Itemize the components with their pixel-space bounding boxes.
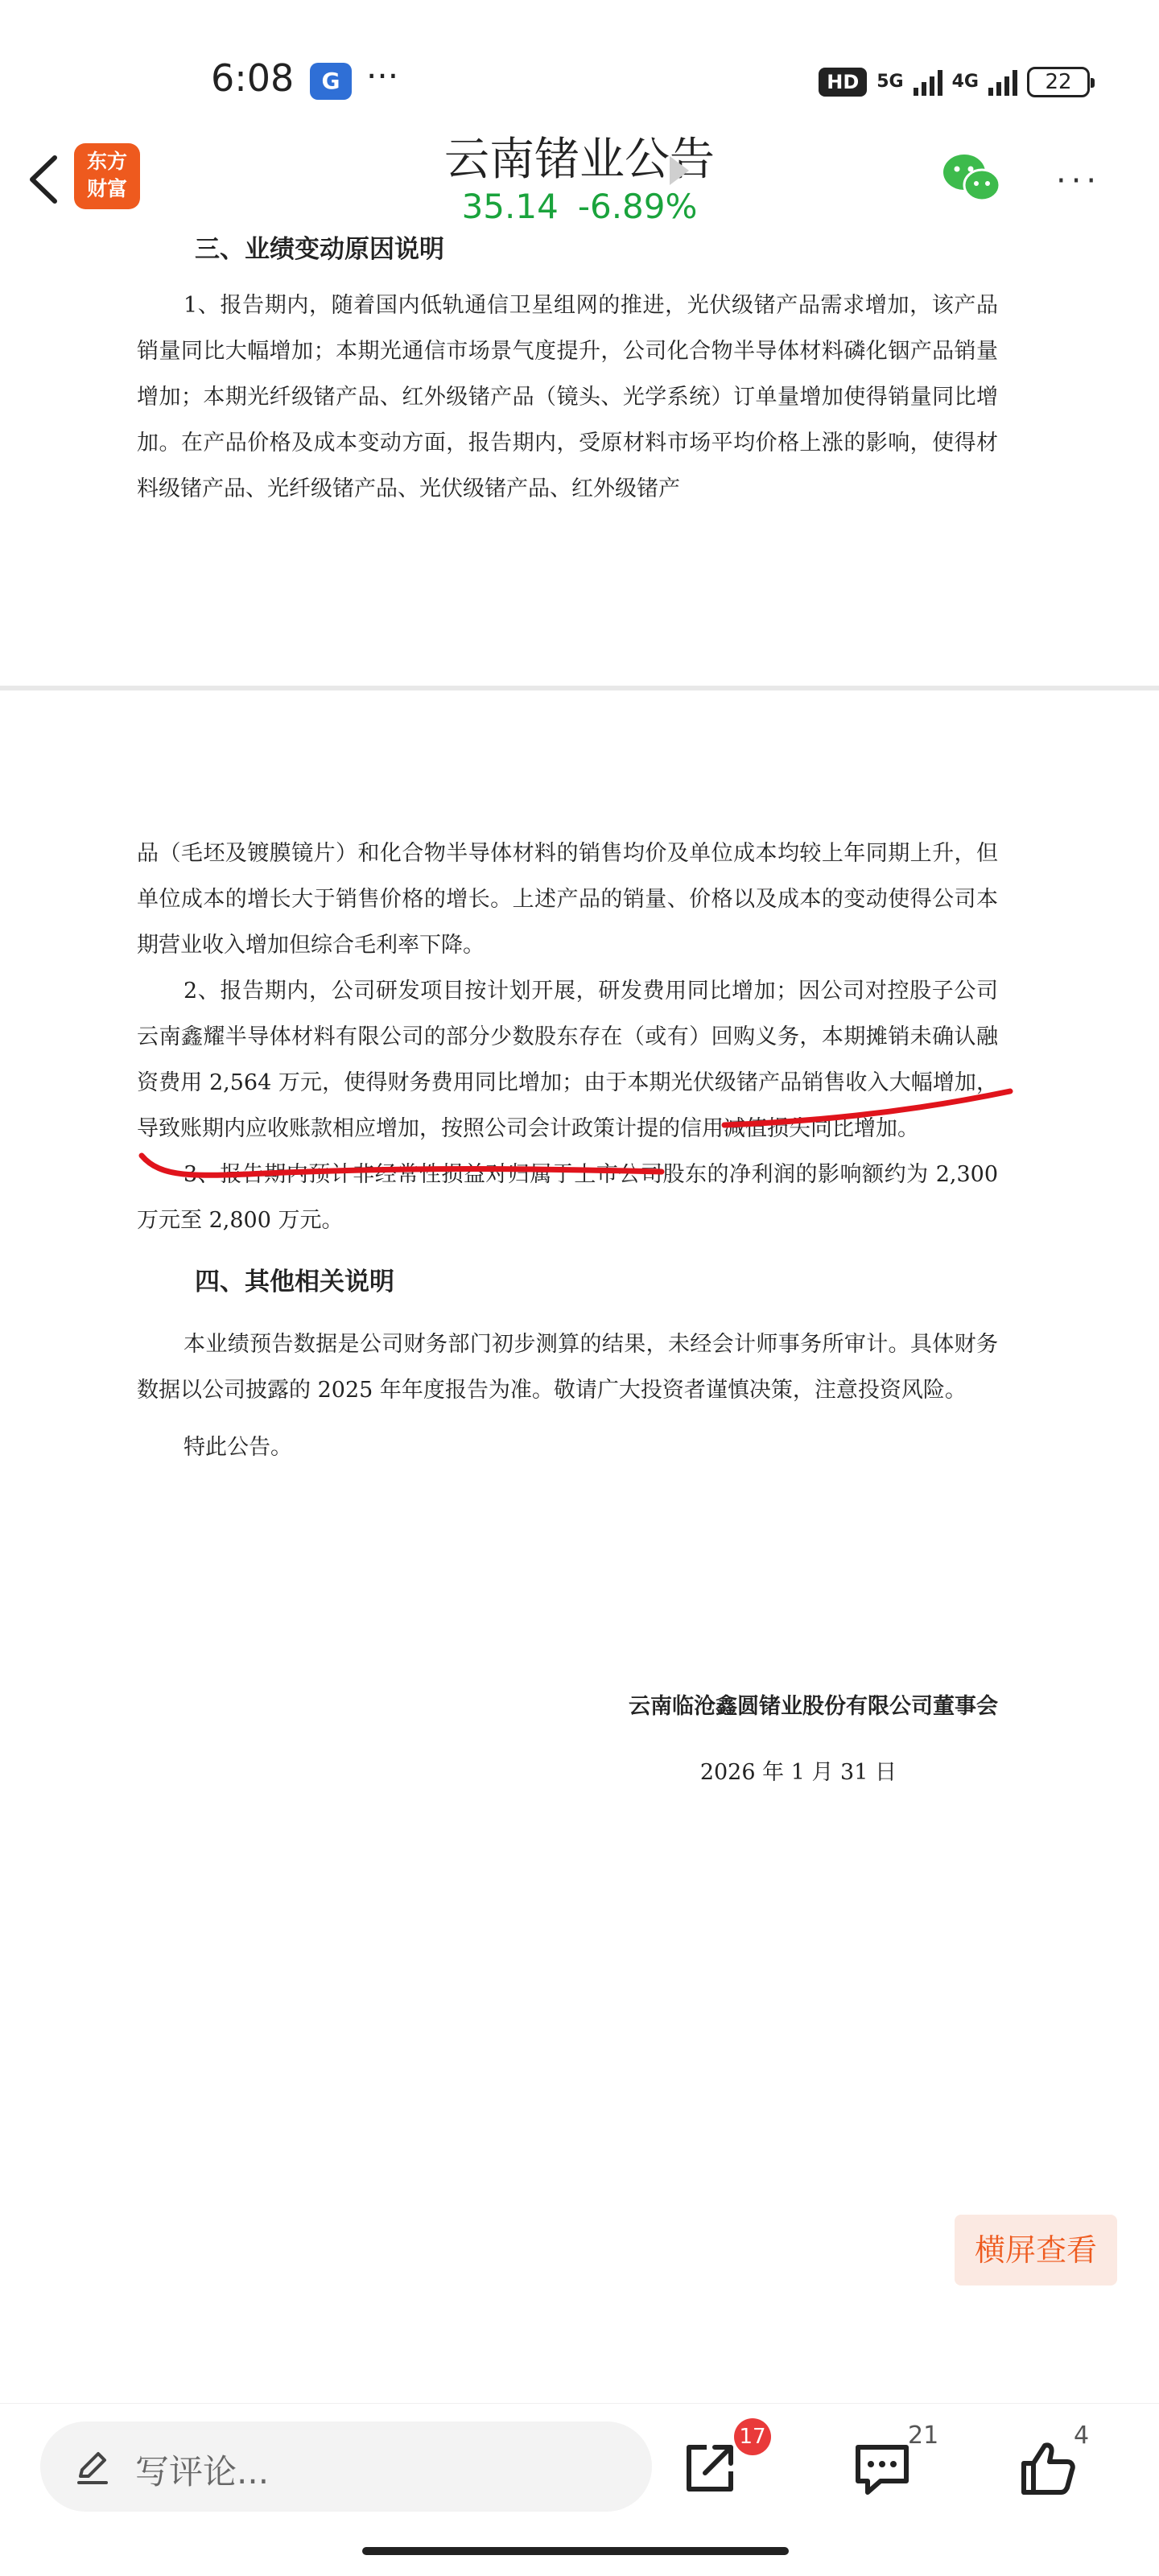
paragraph: 3、报告期内预计非经常性损益对归属于上市公司股东的净利润的影响额约为 2,300 万元至 2,800 万元。	[137, 1162, 998, 1233]
announcement-page-2	[137, 831, 998, 1470]
section-heading-4: 四、其他相关说明	[195, 1267, 394, 1296]
logo-line-2: 财富	[86, 177, 127, 200]
status-bar	[0, 0, 1159, 137]
comment-placeholder: 写评论...	[135, 2452, 270, 2492]
logo-line-1: 东方	[86, 150, 127, 173]
hd-voice-icon: HD	[819, 68, 867, 97]
app-header	[0, 121, 1159, 241]
pencil-icon	[72, 2447, 111, 2486]
landscape-view-button[interactable]: 横屏查看	[955, 2215, 1117, 2285]
more-notifications-icon: ···	[366, 56, 399, 96]
play-triangle-icon[interactable]	[670, 156, 689, 185]
stock-price: 35.14	[461, 187, 559, 226]
signal-5g-icon	[914, 68, 942, 96]
share-badge: 17	[734, 2418, 771, 2455]
home-indicator[interactable]	[362, 2547, 789, 2555]
share-icon[interactable]	[678, 2436, 742, 2500]
status-icons	[819, 63, 1090, 101]
wechat-share-icon[interactable]	[940, 150, 1004, 206]
paragraph: 1、报告期内，随着国内低轨通信卫星组网的推进，光伏级锗产品需求增加，该产品销量同比大幅增加；本期光通信市场景气度提升，公司化合物半导体材料磷化铟产品销量增加；本期光纤级锗产品、红外级锗产品（镜头、光学系统）订单量增加使得销量同比增加。在产品价格及成本变动方面，报告期内，受原材料市场平均价格上涨的影响，使得材料级锗产品、光纤级锗产品、光伏级锗产品、红外级锗产	[137, 293, 998, 501]
paragraph: 本业绩预告数据是公司财务部门初步测算的结果，未经会计师事务所审计。具体财务数据以公司披露的 2025 年年度报告为准。敬请广大投资者谨慎决策，注意投资风险。	[137, 1332, 998, 1403]
closing-text: 特此公告。	[184, 1435, 292, 1460]
more-options-icon[interactable]: ···	[1056, 163, 1102, 200]
comment-input[interactable]	[40, 2421, 652, 2512]
stock-change: -6.89%	[577, 187, 698, 226]
page-divider	[0, 686, 1159, 690]
comment-count: 21	[908, 2421, 939, 2450]
network-5g-label: 5G	[876, 72, 904, 92]
paragraph: 品（毛坯及镀膜镜片）和化合物半导体材料的销售均价及单位成本均较上年同期上升，但单位成本的增长大于销售价格的增长。上述产品的销量、价格以及成本的变动使得公司本期营业收入增加但综合毛利率下降。	[137, 841, 998, 958]
section-heading-3: 三、业绩变动原因说明	[195, 235, 444, 264]
paragraph: 2、报告期内，公司研发项目按计划开展，研发费用同比增加；因公司对控股子公司云南鑫耀半导体材料有限公司的部分少数股东存在（或有）回购义务，本期摊销未确认融资费用 2,564 万元，使得财务费用同比增加；由于本期光伏级锗产品销售收入大幅增加，导致账期内应收账款相应增加，按照公司会计政策计提的信用减值损失同比增加。	[137, 979, 998, 1141]
signature-date: 2026 年 1 月 31 日	[699, 1760, 897, 1785]
like-count: 4	[1074, 2421, 1090, 2450]
comment-icon[interactable]	[850, 2436, 914, 2500]
signal-4g-icon	[988, 68, 1017, 96]
announcement-page-1	[137, 227, 998, 512]
battery-icon: 22	[1027, 67, 1090, 97]
network-4g-label: 4G	[951, 72, 979, 92]
status-time: 6:08	[211, 56, 295, 100]
thumbs-up-icon[interactable]	[1016, 2436, 1080, 2500]
bottom-action-bar	[0, 2403, 1159, 2576]
app-notification-icon: G	[310, 63, 352, 100]
page-title: 云南锗业公告	[444, 134, 715, 186]
signature-org: 云南临沧鑫圆锗业股份有限公司董事会	[629, 1694, 998, 1719]
